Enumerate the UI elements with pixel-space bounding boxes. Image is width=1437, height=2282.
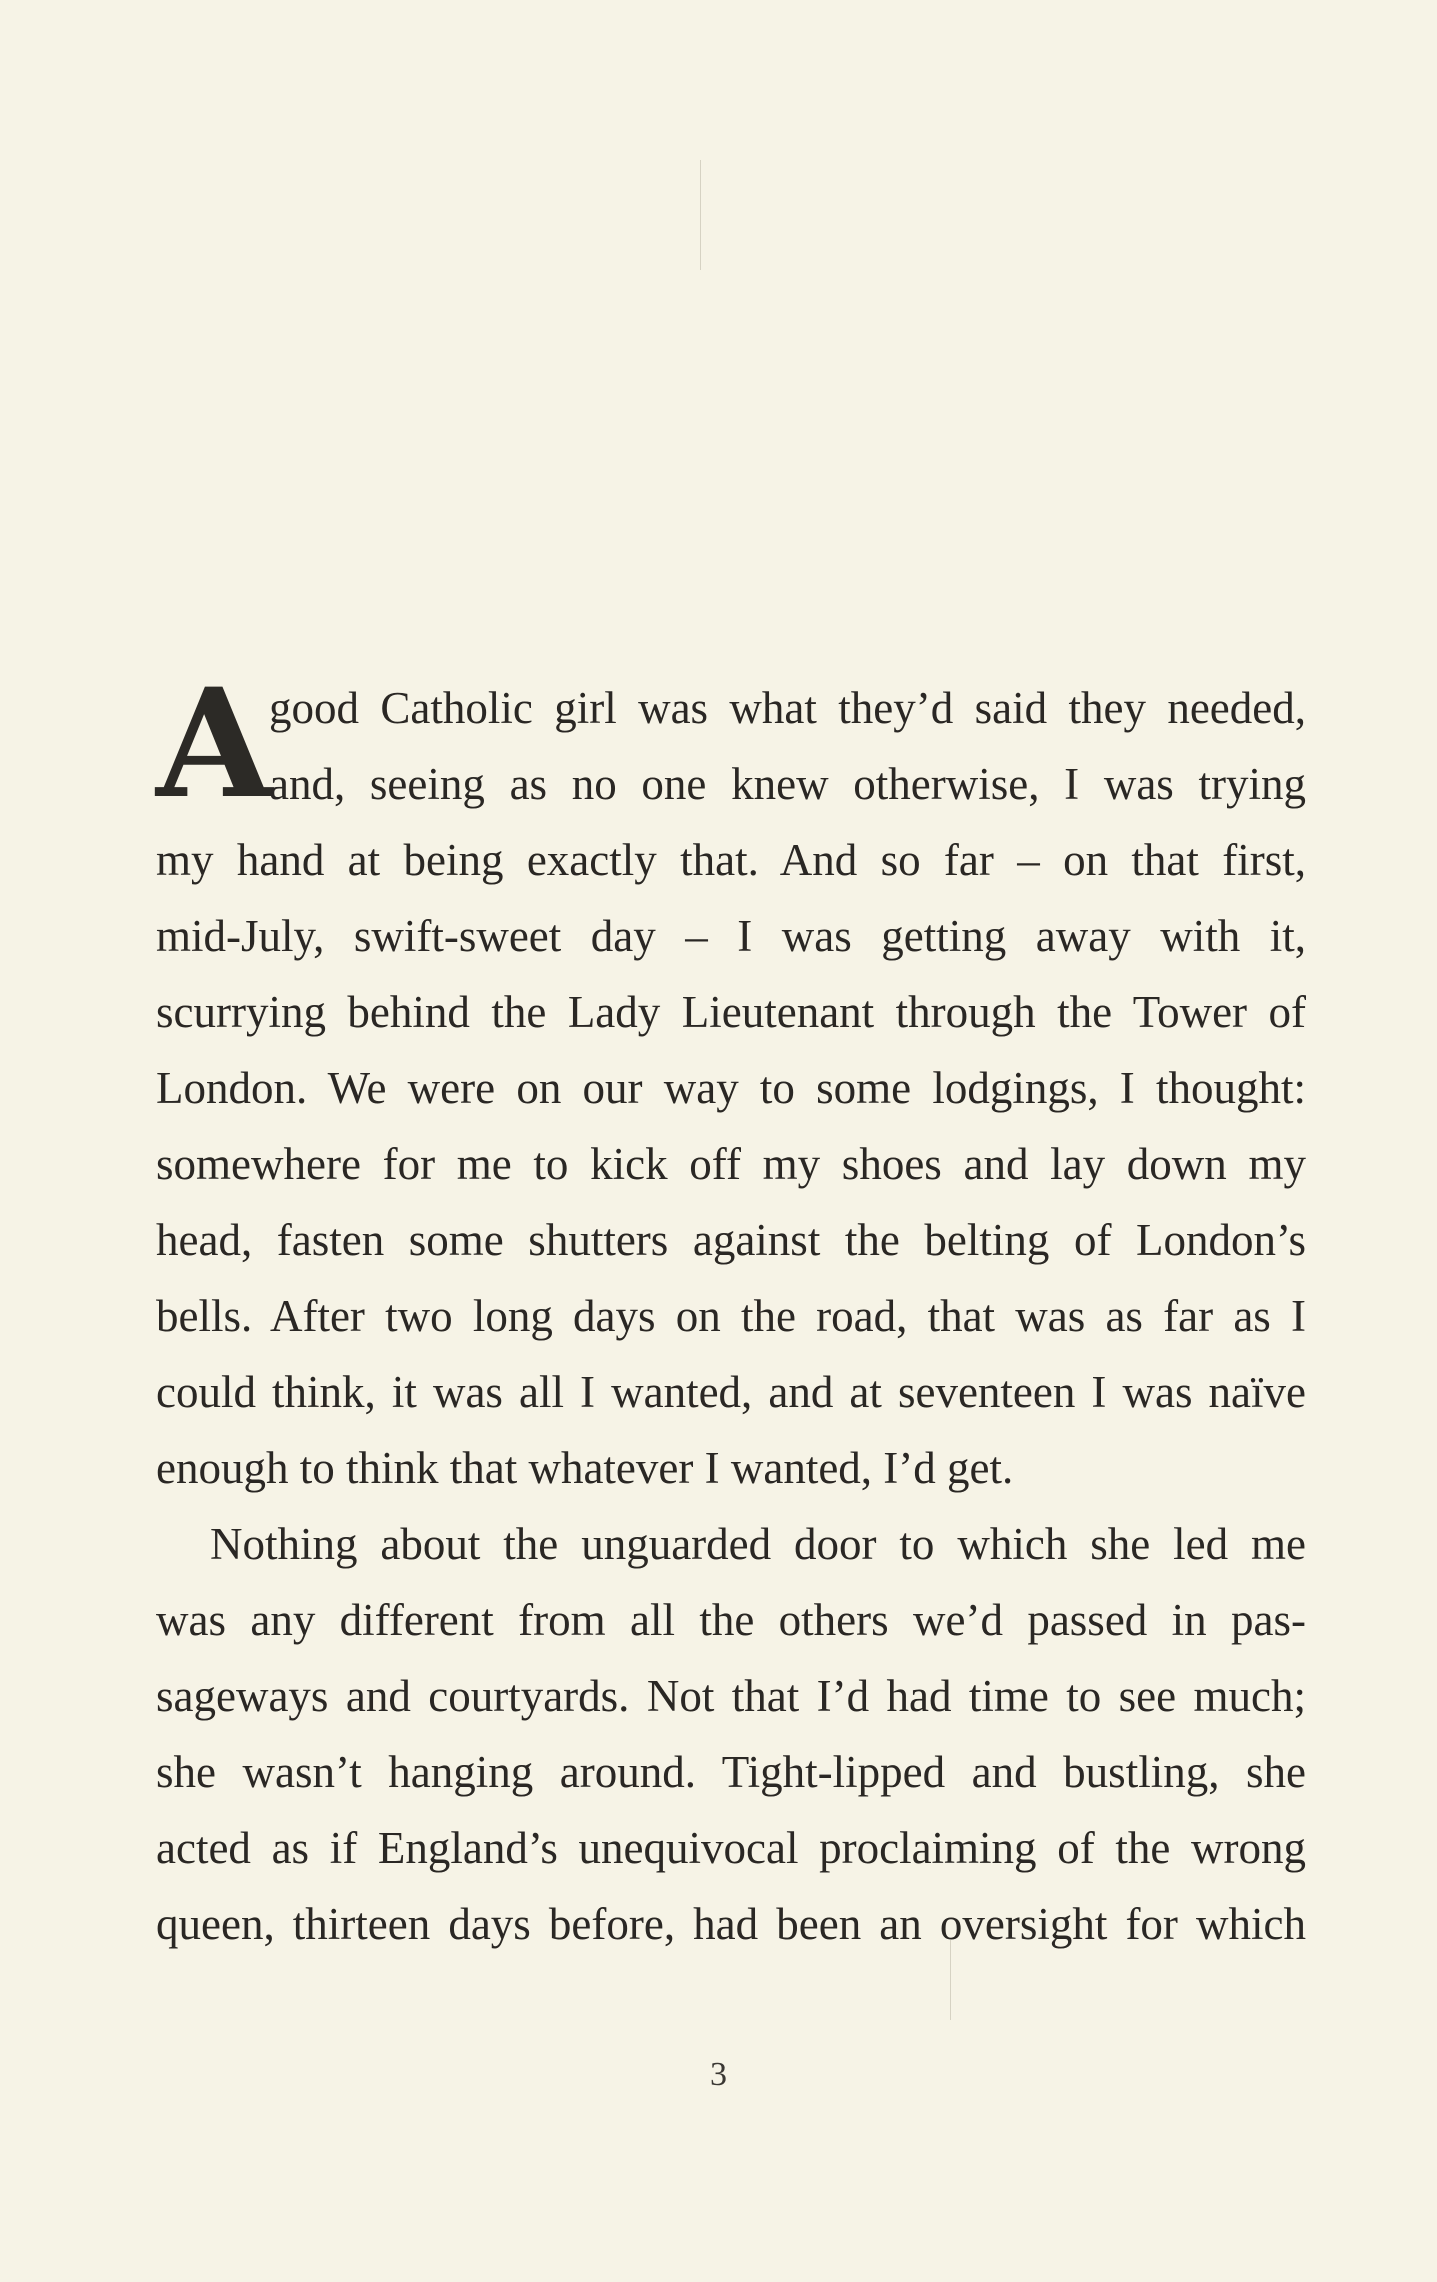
text-line: and, seeing as no one knew otherwise, I was trying: [269, 759, 1306, 809]
text-line: enough to think that whatever I wanted, I’d get.: [156, 1443, 1014, 1493]
text-line: acted as if England’s unequivocal proclaiming of the wrong: [156, 1823, 1306, 1873]
text-line: mid-July, swift-sweet day – I was getting away with it,: [156, 911, 1306, 961]
body-text: [156, 656, 1306, 1962]
text-line: could think, it was all I wanted, and at seventeen I was naïve: [156, 1367, 1306, 1417]
text-line: London. We were on our way to some lodgings, I thought:: [156, 1063, 1306, 1113]
text-line: she wasn’t hanging around. Tight-lipped and bustling, she: [156, 1747, 1306, 1797]
text-line: head, fasten some shutters against the belting of London’s: [156, 1215, 1306, 1265]
page-number: 3: [710, 2056, 727, 2093]
text-line: was any different from all the others we’d passed in pas-: [156, 1595, 1306, 1645]
text-line: queen, thirteen days before, had been an oversight for which: [156, 1899, 1306, 1949]
page-crease-mark: [700, 160, 701, 270]
text-line: somewhere for me to kick off my shoes and lay down my: [156, 1139, 1306, 1189]
text-line: good Catholic girl was what they’d said they needed,: [269, 683, 1306, 733]
text-line: sageways and courtyards. Not that I’d had time to see much;: [156, 1671, 1306, 1721]
text-line: Nothing about the unguarded door to which she led me: [210, 1519, 1306, 1569]
text-line: my hand at being exactly that. And so far – on that first,: [156, 835, 1306, 885]
text-line: scurrying behind the Lady Lieutenant through the Tower of: [156, 987, 1306, 1037]
drop-cap: A: [156, 656, 273, 832]
text-line: bells. After two long days on the road, that was as far as I: [156, 1291, 1306, 1341]
